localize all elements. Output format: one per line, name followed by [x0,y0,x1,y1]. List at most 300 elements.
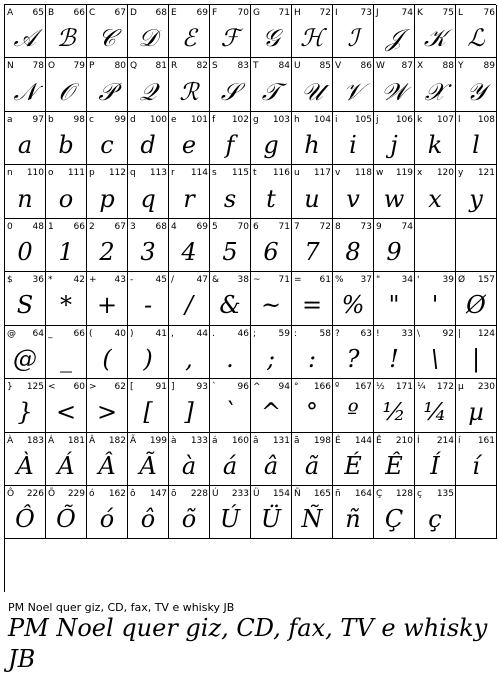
glyph-label [7,60,44,72]
script-glyph: 9 [386,237,402,266]
glyph-label [253,167,290,179]
script-glyph: á [222,451,238,480]
glyph-cell [210,486,251,539]
char-label: µ [458,382,464,393]
char-code: 161 [477,435,495,446]
char-code: 89 [483,61,495,72]
glyph-label [212,7,249,19]
script-glyph: k [427,131,443,160]
script-glyph: 𝒜 [13,24,37,53]
glyph-label [376,221,413,233]
char-code: 70 [237,221,249,232]
char-code: 48 [32,221,44,232]
char-code: 226 [26,488,44,499]
script-glyph: _ [60,344,72,373]
glyph-label [294,7,331,19]
char-code: 233 [231,488,249,499]
script-glyph: ç [428,505,442,534]
script-glyph: Â [98,451,116,480]
glyph-cell [46,219,87,272]
glyph-label [417,381,454,393]
script-glyph: Ã [139,451,157,480]
glyph-label [376,274,413,286]
glyph-label [7,274,44,286]
glyph-cell [374,433,415,486]
glyph-label [376,7,413,19]
glyph-label [171,328,208,340]
script-glyph: < [55,398,77,427]
glyph-cell [374,165,415,218]
glyph-cell [456,58,497,111]
char-label: j [376,114,379,125]
script-glyph: ) [143,344,153,373]
char-code: 120 [436,168,454,179]
char-label: ô [130,488,136,499]
glyph-cell [210,165,251,218]
script-glyph: ` [224,398,236,427]
script-glyph: ô [140,505,156,534]
char-code: 34 [401,275,413,286]
script-glyph: 𝒱 [343,77,363,106]
script-glyph: y [469,184,483,213]
script-glyph: c [100,131,114,160]
char-code: 162 [108,488,126,499]
char-code: 47 [196,275,208,286]
glyph-cell [128,58,169,111]
glyph-cell [251,379,292,432]
char-label: F [212,8,218,18]
char-code: 160 [231,435,249,446]
script-glyph: ? [346,344,360,373]
script-glyph: ℱ [220,24,240,53]
char-code: 43 [114,275,126,286]
script-glyph: 𝒲 [381,77,407,106]
script-glyph: 𝒬 [139,77,157,106]
glyph-label [7,435,44,447]
char-code: 131 [272,435,290,446]
char-code: 183 [26,435,44,446]
glyph-label [253,328,290,340]
glyph-label [335,328,372,340]
glyph-label [130,488,167,500]
char-code: 111 [67,168,85,179]
char-label: 7 [294,221,300,232]
script-glyph: ℒ [467,24,485,53]
script-glyph: p [99,184,115,213]
script-glyph: / [184,291,194,320]
char-code: 67 [114,221,126,232]
glyph-label [48,60,85,72]
char-label: ; [253,328,257,339]
char-code: 82 [196,61,208,72]
char-label: á [212,435,218,446]
char-label: Ô [7,488,15,499]
script-glyph: q [140,184,156,213]
glyph-label [253,114,290,126]
glyph-cell [456,5,497,58]
char-code: 67 [114,8,126,18]
glyph-label [171,60,208,72]
glyph-label [212,488,249,500]
glyph-cell [292,433,333,486]
glyph-label [376,114,413,126]
glyph-label [212,274,249,286]
char-label: f [212,114,216,125]
glyph-cell [210,58,251,111]
char-code: 44 [196,328,208,339]
char-label: 1 [48,221,54,232]
glyph-cell [292,112,333,165]
script-glyph: 𝒩 [13,77,37,106]
char-code: 135 [436,488,454,499]
script-glyph: ℋ [300,24,324,53]
script-glyph: g [263,131,279,160]
glyph-cell [128,433,169,486]
char-code: 112 [108,168,126,179]
glyph-label [212,114,249,126]
char-label: Ú [212,488,219,499]
char-label: $ [7,275,13,286]
glyph-label [335,114,372,126]
char-code: 103 [272,114,290,125]
script-glyph: r [183,184,195,213]
char-label: À [7,435,14,446]
glyph-cell [169,58,210,111]
glyph-label [89,435,126,447]
script-glyph: º [347,398,359,427]
glyph-cell [5,272,46,325]
char-label: w [376,168,384,179]
script-glyph: 𝒥 [385,24,403,53]
script-glyph: " [388,291,400,320]
char-label: ^ [253,382,261,393]
script-glyph: 𝒫 [98,77,116,106]
glyph-cell [128,379,169,432]
glyph-label [253,221,290,233]
script-glyph: , [185,344,193,373]
char-code: 71 [278,8,290,18]
glyph-label [294,381,331,393]
glyph-label [89,328,126,340]
glyph-cell [128,326,169,379]
char-label: Y [458,61,464,72]
glyph-cell [415,433,456,486]
glyph-cell [5,379,46,432]
char-label: < [48,382,56,393]
glyph-label [294,328,331,340]
char-code: 108 [477,114,495,125]
script-glyph: õ [181,505,197,534]
glyph-cell [46,58,87,111]
script-glyph: f [225,131,235,160]
script-glyph: i [349,131,357,160]
glyph-cell [210,219,251,272]
char-label: ! [376,328,380,339]
glyph-cell [292,165,333,218]
script-glyph: Í [430,451,440,480]
char-code: 45 [155,275,167,286]
char-code: 66 [73,8,85,18]
char-label: ã [294,435,300,446]
glyph-label [130,7,167,19]
char-code: 171 [395,382,413,393]
script-glyph: + [96,291,118,320]
char-label: [ [130,382,134,393]
glyph-cell [87,486,128,539]
char-label: p [89,168,95,179]
char-label: Ø [458,275,466,286]
script-glyph: ~ [260,291,282,320]
glyph-label [376,328,413,340]
glyph-label [171,274,208,286]
script-glyph: 𝒴 [466,77,486,106]
char-label: } [7,382,13,393]
glyph-cell [292,379,333,432]
script-glyph: : [307,344,317,373]
glyph-label [253,435,290,447]
char-label: a [7,114,13,125]
char-code: 113 [149,168,167,179]
script-glyph: b [58,131,74,160]
char-code: 70 [237,8,249,18]
glyph-cell [333,165,374,218]
char-code: 104 [313,114,331,125]
glyph-label [417,488,454,500]
char-label: 8 [335,221,341,232]
char-label: i [335,114,338,125]
glyph-cell [46,112,87,165]
script-glyph: µ [468,398,484,427]
script-glyph: a [17,131,33,160]
glyph-label [212,60,249,72]
char-label: K [417,8,423,18]
glyph-label [376,488,413,500]
glyph-label [212,381,249,393]
glyph-cell [415,5,456,58]
char-code: 59 [278,328,290,339]
char-code: 74 [401,221,413,232]
char-code: 228 [190,488,208,499]
char-label: W [376,61,385,72]
char-code: 93 [196,382,208,393]
glyph-label [130,167,167,179]
glyph-cell [128,165,169,218]
glyph-label [212,328,249,340]
character-map-grid [4,4,496,592]
script-glyph: 𝒮 [220,77,240,106]
glyph-cell [415,165,456,218]
char-label: / [171,275,175,286]
glyph-cell [415,112,456,165]
script-glyph: Ê [385,451,403,480]
script-glyph: 2 [99,237,115,266]
glyph-cell [415,326,456,379]
glyph-label [294,274,331,286]
script-glyph: 1 [58,237,74,266]
char-label: D [130,8,137,18]
glyph-label [294,488,331,500]
glyph-cell [87,165,128,218]
char-label: ) [130,328,134,339]
script-glyph: e [181,131,197,160]
glyph-label [48,381,85,393]
char-label: õ [171,488,177,499]
char-code: 73 [360,221,372,232]
glyph-label [89,274,126,286]
script-glyph: v [346,184,360,213]
glyph-cell [46,486,87,539]
char-label: I [335,8,338,18]
glyph-label [458,60,495,72]
script-glyph: n [17,184,33,213]
glyph-cell [5,326,46,379]
glyph-cell [87,433,128,486]
glyph-label [294,167,331,179]
char-code: 167 [354,382,372,393]
script-glyph: h [304,131,320,160]
glyph-label [417,60,454,72]
char-code: 42 [73,275,85,286]
glyph-label [335,435,372,447]
glyph-cell [292,58,333,111]
char-label: º [335,382,340,393]
glyph-cell [128,486,169,539]
char-label: r [171,168,175,179]
glyph-cell [333,379,374,432]
glyph-label [458,114,495,126]
script-glyph: 4 [181,237,197,266]
char-code: 40 [114,328,126,339]
char-label: ~ [253,275,261,286]
char-code: 85 [319,61,331,72]
char-code: 87 [401,61,413,72]
script-glyph: 3 [140,237,156,266]
glyph-cell [128,112,169,165]
char-label: ] [171,382,175,393]
glyph-cell [292,326,333,379]
glyph-label [89,167,126,179]
char-label: * [48,275,53,286]
glyph-label [335,60,372,72]
glyph-label [171,7,208,19]
char-code: 144 [354,435,372,446]
glyph-cell [87,5,128,58]
char-label: > [89,382,97,393]
script-glyph: x [428,184,442,213]
char-code: 69 [196,221,208,232]
script-glyph: 5 [222,237,238,266]
char-code: 119 [395,168,413,179]
glyph-label [335,221,372,233]
char-label: L [458,8,464,18]
script-glyph: ℛ [179,77,199,106]
char-label: o [48,168,54,179]
glyph-label [417,114,454,126]
char-label: O [48,61,56,72]
sample-text: PM Noel quer giz, CD, fax, TV e whisky JB [8,614,488,673]
glyph-cell [456,165,497,218]
empty-cell [456,486,497,539]
char-code: 62 [114,382,126,393]
glyph-label [376,167,413,179]
script-glyph: s [223,184,237,213]
glyph-label [335,7,372,19]
glyph-label [417,167,454,179]
glyph-label [458,435,495,447]
glyph-cell [333,112,374,165]
char-label: 5 [212,221,218,232]
char-label: Á [48,435,55,446]
glyph-cell [210,379,251,432]
char-code: 61 [319,275,331,286]
glyph-cell [251,272,292,325]
script-glyph: ñ [345,505,361,534]
char-code: 36 [32,275,44,286]
char-code: 116 [272,168,290,179]
char-code: 68 [155,221,167,232]
char-code: 73 [360,8,372,18]
glyph-label [171,381,208,393]
char-label: R [171,61,178,72]
glyph-cell [169,272,210,325]
script-glyph: ° [306,398,318,427]
script-glyph: Õ [56,505,76,534]
char-code: 72 [319,221,331,232]
glyph-label [212,167,249,179]
script-glyph: 7 [304,237,320,266]
script-glyph: 𝒰 [301,77,323,106]
glyph-label [130,435,167,447]
glyph-cell [251,219,292,272]
char-label: u [294,168,300,179]
glyph-cell [46,433,87,486]
char-code: 46 [237,328,249,339]
glyph-cell [374,486,415,539]
glyph-label [89,381,126,393]
char-label: b [48,114,54,125]
char-code: 80 [114,61,126,72]
glyph-cell [210,112,251,165]
glyph-label [130,274,167,286]
char-code: 37 [360,275,372,286]
glyph-cell [169,112,210,165]
char-label: c [89,114,94,125]
char-label: + [89,275,97,286]
char-label: t [253,168,257,179]
char-code: 81 [155,61,167,72]
glyph-cell [5,165,46,218]
glyph-label [294,60,331,72]
char-code: 166 [313,382,331,393]
char-label: E [171,8,177,18]
glyph-label [89,60,126,72]
char-code: 69 [196,8,208,18]
char-label: " [376,275,381,286]
char-label: í [458,435,461,446]
char-code: 102 [231,114,249,125]
char-code: 84 [278,61,290,72]
char-label: 3 [130,221,136,232]
char-code: 115 [231,168,249,179]
char-label: ` [212,382,217,393]
char-label: @ [7,328,16,339]
glyph-cell [374,272,415,325]
glyph-label [130,60,167,72]
char-code: 66 [73,221,85,232]
glyph-cell [5,5,46,58]
script-glyph: ( [102,344,112,373]
glyph-label [48,435,85,447]
